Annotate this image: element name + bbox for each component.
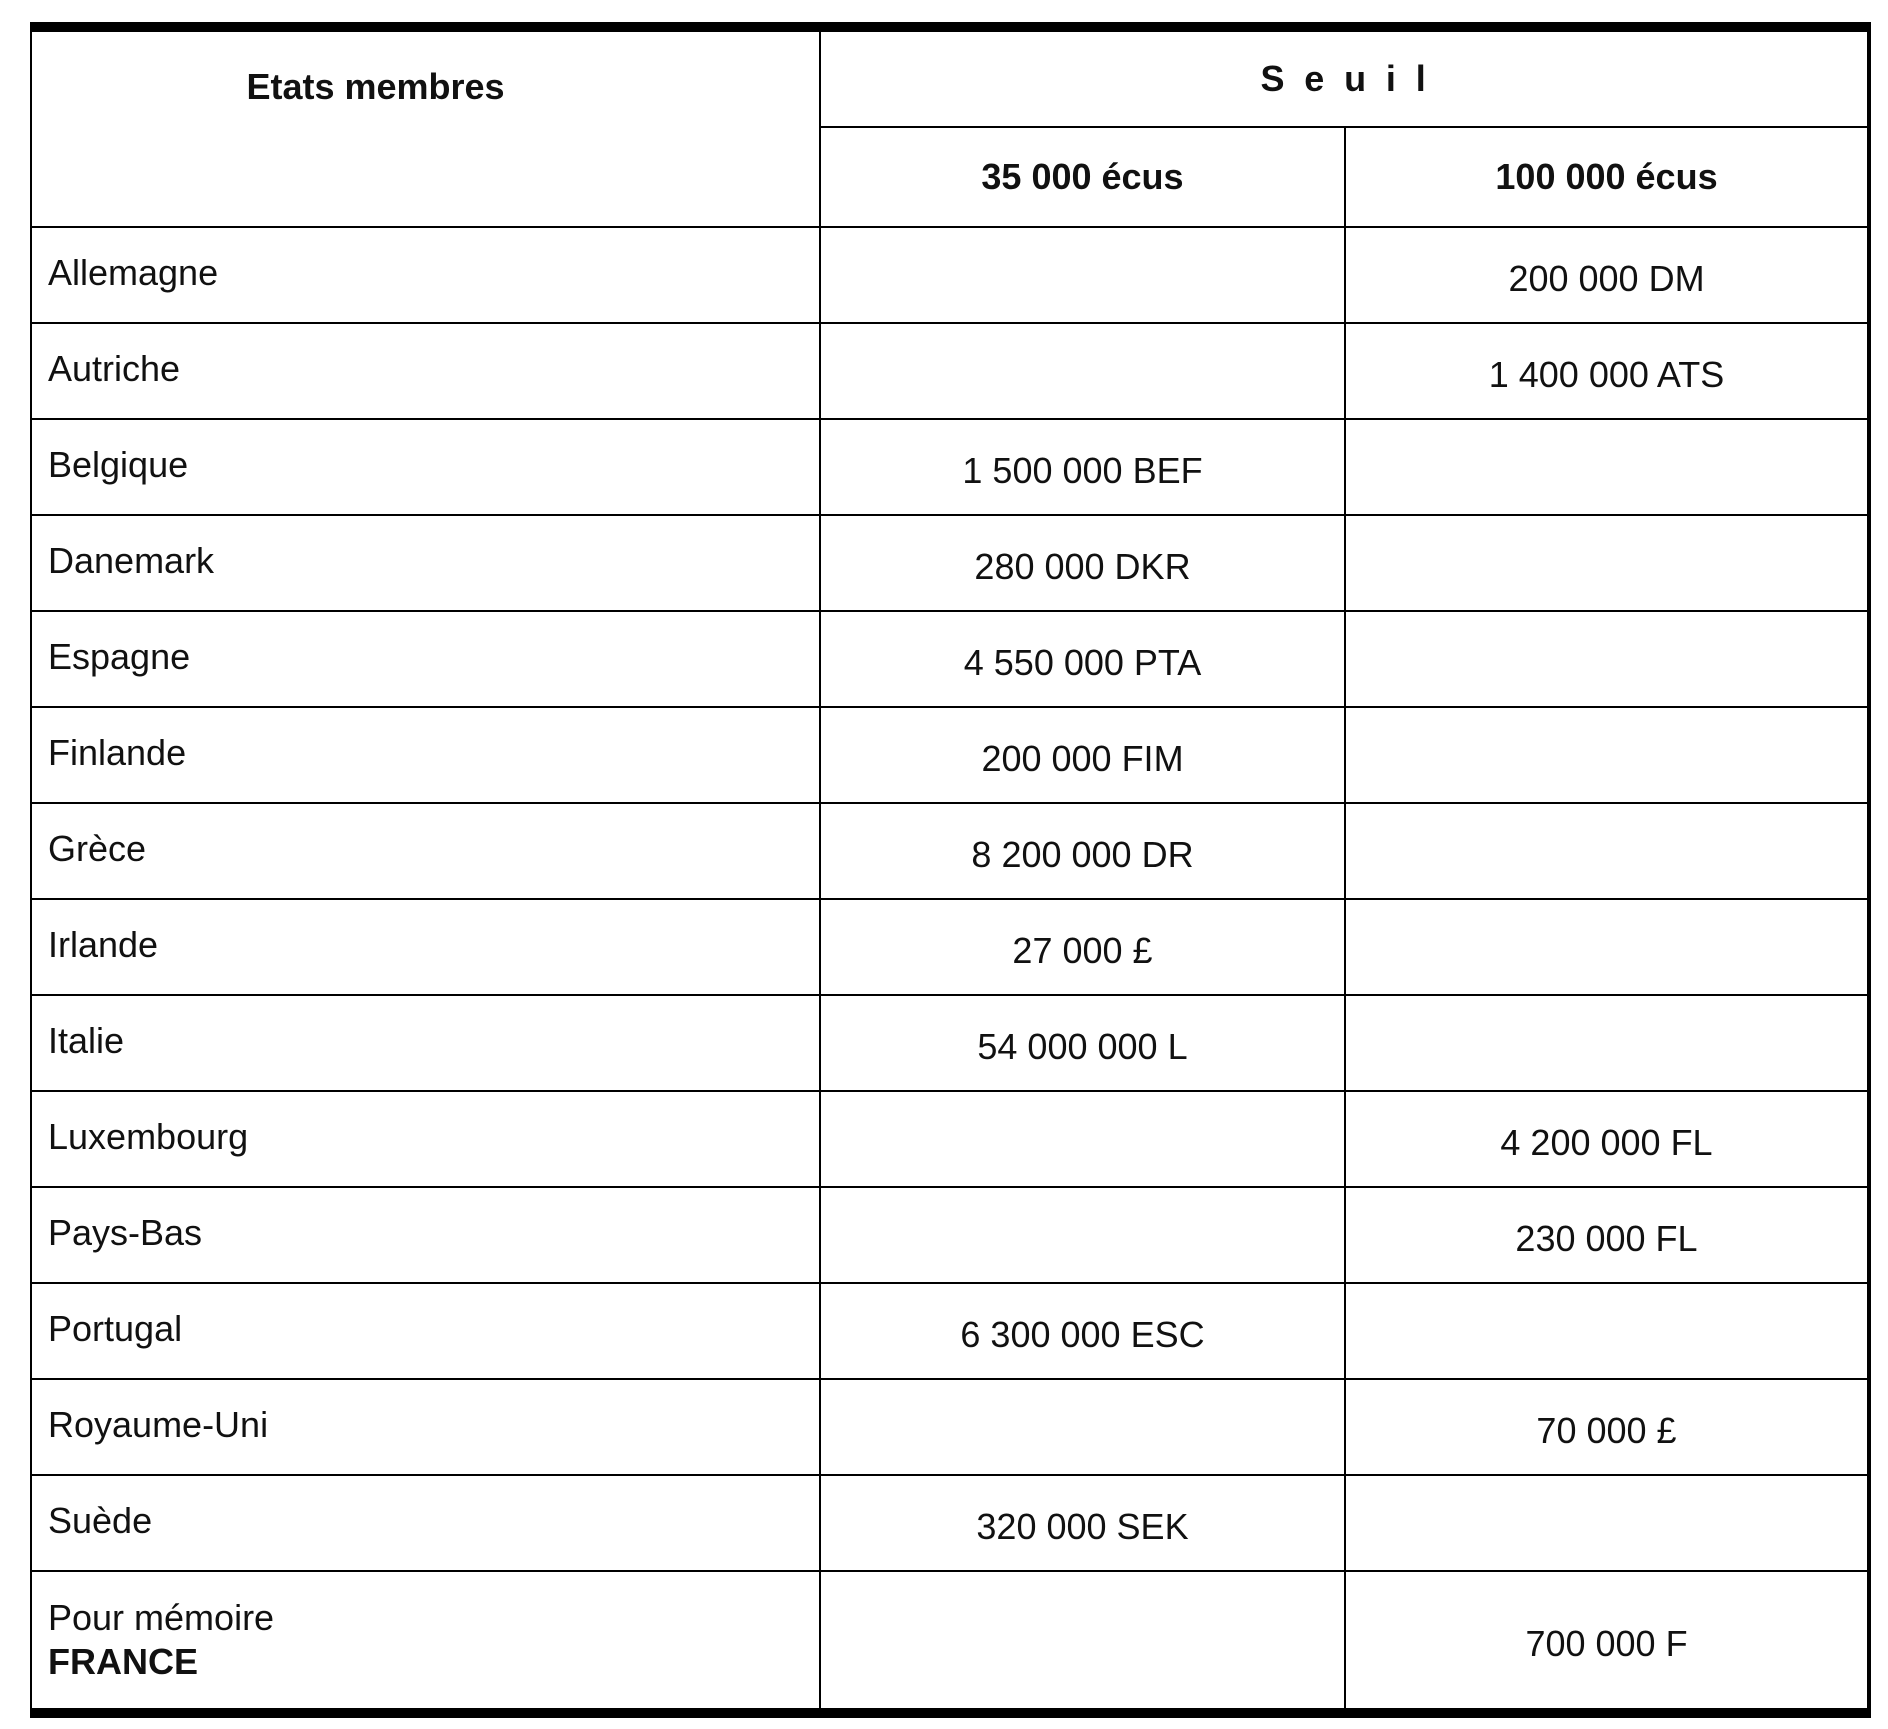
memo-threshold-100000-value: 700 000 F [1345, 1571, 1869, 1713]
header-100000-ecus: 100 000 écus [1345, 127, 1869, 227]
threshold-100000-value: 70 000 £ [1345, 1379, 1869, 1475]
threshold-35000-value: 8 200 000 DR [820, 803, 1345, 899]
threshold-35000-value [820, 1379, 1345, 1475]
state-name: Allemagne [31, 227, 820, 323]
threshold-100000-value [1345, 1475, 1869, 1571]
threshold-100000-value: 230 000 FL [1345, 1187, 1869, 1283]
table-header [31, 27, 1869, 227]
threshold-35000-value: 320 000 SEK [820, 1475, 1345, 1571]
table-row [31, 611, 1869, 707]
threshold-100000-value [1345, 995, 1869, 1091]
threshold-35000-value: 27 000 £ [820, 899, 1345, 995]
memo-cell [31, 1571, 820, 1713]
memo-label: Pour mémoire [48, 1597, 275, 1638]
table-row [31, 803, 1869, 899]
state-name: Danemark [31, 515, 820, 611]
table-row [31, 1091, 1869, 1187]
state-name: Royaume-Uni [31, 1379, 820, 1475]
table-row [31, 419, 1869, 515]
threshold-35000-value [820, 323, 1345, 419]
threshold-100000-value [1345, 1283, 1869, 1379]
threshold-35000-value: 280 000 DKR [820, 515, 1345, 611]
table-row [31, 1379, 1869, 1475]
threshold-35000-value [820, 1091, 1345, 1187]
threshold-100000-value: 200 000 DM [1345, 227, 1869, 323]
state-name: Irlande [31, 899, 820, 995]
state-name: Belgique [31, 419, 820, 515]
threshold-35000-value: 4 550 000 PTA [820, 611, 1345, 707]
threshold-100000-value [1345, 803, 1869, 899]
threshold-35000-value: 54 000 000 L [820, 995, 1345, 1091]
memo-state-name: FRANCE [48, 1641, 198, 1682]
table-row-memo [31, 1571, 1869, 1713]
threshold-100000-value [1345, 515, 1869, 611]
threshold-35000-value [820, 1187, 1345, 1283]
table-row [31, 515, 1869, 611]
state-name: Portugal [31, 1283, 820, 1379]
header-35000-ecus: 35 000 écus [820, 127, 1345, 227]
state-name: Pays-Bas [31, 1187, 820, 1283]
threshold-35000-value: 6 300 000 ESC [820, 1283, 1345, 1379]
threshold-100000-value [1345, 419, 1869, 515]
table-row [31, 227, 1869, 323]
state-name: Autriche [31, 323, 820, 419]
state-name: Espagne [31, 611, 820, 707]
table-row [31, 899, 1869, 995]
header-threshold: Seuil [820, 27, 1869, 127]
threshold-100000-value [1345, 899, 1869, 995]
threshold-100000-value: 1 400 000 ATS [1345, 323, 1869, 419]
table-row [31, 323, 1869, 419]
threshold-35000-value [820, 227, 1345, 323]
threshold-100000-value [1345, 707, 1869, 803]
table-row [31, 707, 1869, 803]
header-member-states: Etats membres [31, 27, 820, 227]
threshold-100000-value: 4 200 000 FL [1345, 1091, 1869, 1187]
table-row [31, 1283, 1869, 1379]
memo-threshold-35000-value [820, 1571, 1345, 1713]
state-name: Italie [31, 995, 820, 1091]
state-name: Finlande [31, 707, 820, 803]
threshold-35000-value: 1 500 000 BEF [820, 419, 1345, 515]
state-name: Suède [31, 1475, 820, 1571]
state-name: Luxembourg [31, 1091, 820, 1187]
threshold-table [30, 22, 1871, 1718]
table-body [31, 227, 1869, 1713]
table-row [31, 995, 1869, 1091]
state-name: Grèce [31, 803, 820, 899]
threshold-100000-value [1345, 611, 1869, 707]
threshold-35000-value: 200 000 FIM [820, 707, 1345, 803]
table-row [31, 1187, 1869, 1283]
table-row [31, 1475, 1869, 1571]
